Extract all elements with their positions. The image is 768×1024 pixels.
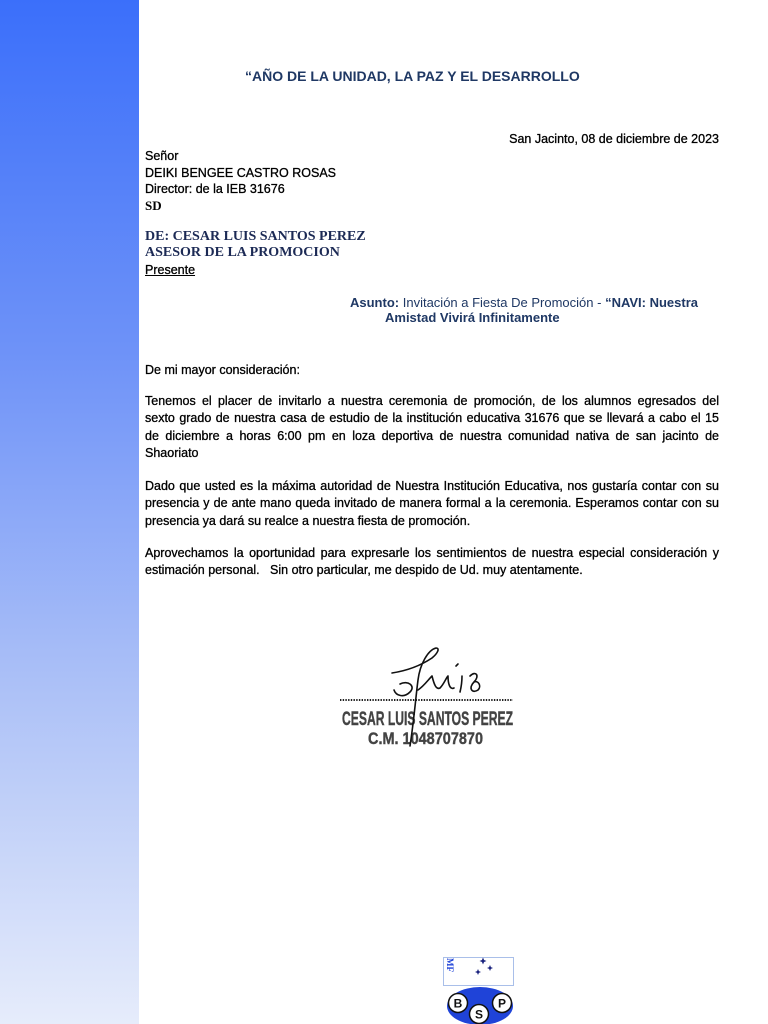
subject-text: Invitación a Fiesta De Promoción - — [402, 295, 602, 310]
paragraph-line: estimación personal. Sin otro particular, me despido de Ud. muy atentamente. — [145, 563, 583, 578]
stamp-name: CESAR LUIS SANTOS PEREZ — [342, 709, 514, 730]
subject-title-continuation: Amistad Vivirá Infinitamente — [385, 310, 560, 325]
star-icon — [487, 965, 493, 971]
paragraph-line: de diciembre a horas 6:00 pm en loza deportiva de nuestra comunidad nativa de san jacinto de — [145, 428, 719, 443]
paragraph-line: sexto grado de nuestra casa de estudio de la institución educativa 31676 que se llevará a cabo el 15 — [145, 411, 719, 426]
paragraph-line: Dado que usted es la máxima autoridad de Nuestra Institución Educativa, nos gustaría contar con su — [145, 479, 719, 493]
recipient-salutation: Señor — [145, 149, 179, 163]
logo-stars — [475, 958, 493, 976]
paragraph-line: Shaoriato — [145, 445, 199, 460]
signature-stroke — [460, 676, 462, 692]
paragraph-invitation — [145, 393, 719, 462]
paragraph-closing — [145, 545, 719, 580]
year-motto: “AÑO DE LA UNIDAD, LA PAZ Y EL DESARROLLO — [245, 68, 580, 84]
signature-stroke — [456, 664, 458, 666]
recipient-position: Director: de la IEB 31676 — [145, 182, 285, 196]
star-icon — [475, 969, 481, 975]
greeting: De mi mayor consideración: — [145, 363, 300, 377]
paragraph-line: presencia ya dará su realce a nuestra fiesta de promoción. — [145, 513, 471, 528]
paragraph-request — [145, 478, 719, 530]
bsp-logo — [440, 952, 516, 1024]
logo-letter-s: S — [474, 1007, 484, 1022]
logo-letter-b: B — [453, 996, 463, 1011]
paragraph-line: Aprovechamos la oportunidad para expresarle los sentimientos de nuestra especial consideración y — [145, 546, 719, 560]
recipient-sd: SD — [145, 198, 162, 213]
signature-block — [330, 640, 530, 755]
sender-role: ASESOR DE LA PROMOCION — [145, 245, 340, 260]
signature-stroke — [394, 683, 412, 696]
logo-letter-p: P — [497, 996, 507, 1011]
recipient-name: DEIKI BENGEE CASTRO ROSAS — [145, 166, 337, 180]
stamp-id: C.M. 1048707870 — [368, 729, 483, 748]
star-icon — [480, 958, 487, 965]
paragraph-line: Tenemos el placer de invitarlo a nuestra ceremonia de promoción, de los alumnos egresados del — [145, 394, 719, 408]
logo-side-text: MF — [445, 958, 455, 972]
subject-line — [350, 295, 698, 310]
sender-name: DE: CESAR LUIS SANTOS PEREZ — [145, 229, 366, 244]
subject-label: Asunto: — [350, 295, 400, 310]
letter-date: San Jacinto, 08 de diciembre de 2023 — [509, 132, 719, 146]
subject-title: “NAVI: Nuestra — [605, 295, 699, 310]
signature-stroke — [470, 674, 480, 692]
signature-stroke — [418, 676, 454, 690]
decorative-sidebar — [0, 0, 139, 1024]
presente-label: Presente — [145, 263, 196, 277]
paragraph-line: presencia y de ante mano queda invitado de manera formal a la ceremonia. Esperamos contar con su — [145, 496, 719, 511]
